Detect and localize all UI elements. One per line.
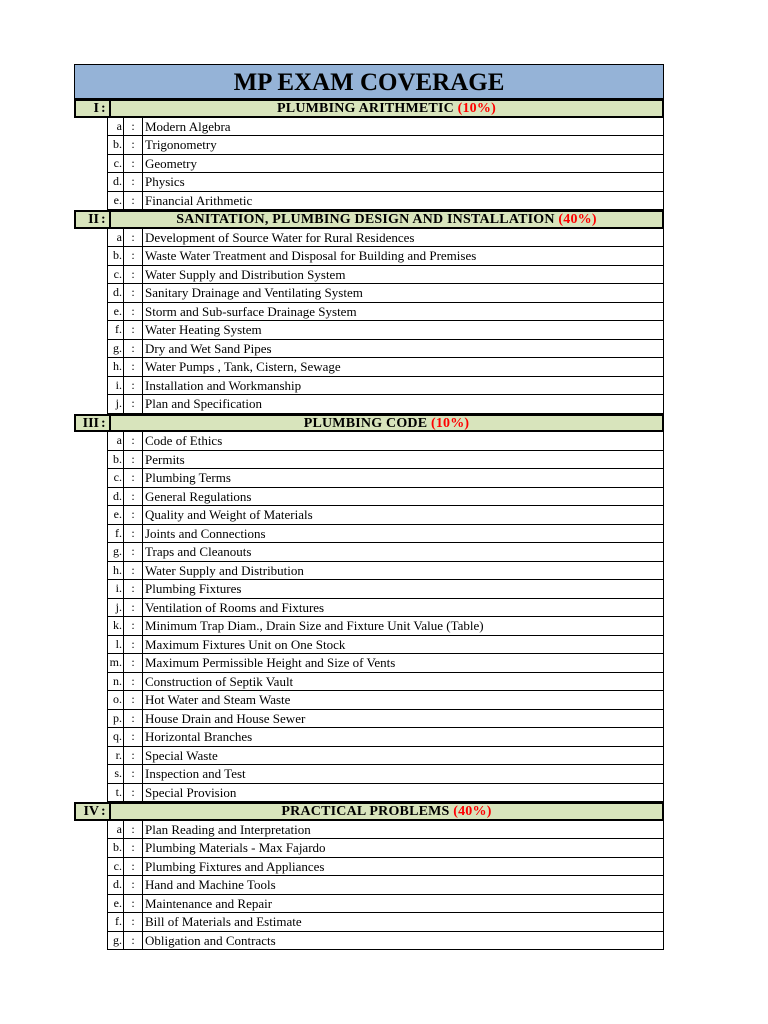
item-text: Sanitary Drainage and Ventilating System: [142, 284, 664, 303]
item-letter: a: [107, 821, 123, 840]
row-indent: [74, 395, 107, 414]
item-text: Traps and Cleanouts: [142, 543, 664, 562]
list-item: [74, 173, 664, 192]
list-item: [74, 765, 664, 784]
item-text: Installation and Workmanship: [142, 377, 664, 396]
section-number: I: [93, 101, 99, 116]
item-letter: t.: [107, 784, 123, 803]
row-indent: [74, 821, 107, 840]
item-colon: :: [123, 747, 142, 766]
row-indent: [74, 136, 107, 155]
item-letter: g.: [107, 543, 123, 562]
section-title: [111, 416, 662, 431]
item-colon: :: [123, 784, 142, 803]
item-colon: :: [123, 525, 142, 544]
page-title: MP EXAM COVERAGE: [74, 64, 664, 99]
item-colon: :: [123, 673, 142, 692]
section-title: [111, 212, 662, 227]
list-item: [74, 247, 664, 266]
item-text: Plan Reading and Interpretation: [142, 821, 664, 840]
item-text: Obligation and Contracts: [142, 932, 664, 951]
item-letter: h.: [107, 358, 123, 377]
list-item: [74, 747, 664, 766]
list-item: [74, 728, 664, 747]
item-letter: q.: [107, 728, 123, 747]
list-item: [74, 488, 664, 507]
item-letter: d.: [107, 488, 123, 507]
row-indent: [74, 747, 107, 766]
row-indent: [74, 913, 107, 932]
list-item: [74, 821, 664, 840]
section-number: II: [88, 212, 99, 227]
item-colon: :: [123, 266, 142, 285]
item-colon: :: [123, 192, 142, 211]
item-text: Dry and Wet Sand Pipes: [142, 340, 664, 359]
item-colon: :: [123, 488, 142, 507]
row-indent: [74, 599, 107, 618]
item-text: Physics: [142, 173, 664, 192]
section-header: [74, 802, 664, 821]
sections-container: [74, 99, 664, 950]
section-title-text: PLUMBING ARITHMETIC: [277, 101, 454, 116]
item-colon: :: [123, 895, 142, 914]
item-text: House Drain and House Sewer: [142, 710, 664, 729]
item-letter: e.: [107, 506, 123, 525]
item-colon: :: [123, 321, 142, 340]
item-letter: c.: [107, 155, 123, 174]
section-number: IV: [83, 804, 99, 819]
item-text: Bill of Materials and Estimate: [142, 913, 664, 932]
list-item: [74, 229, 664, 248]
item-colon: :: [123, 229, 142, 248]
item-letter: a: [107, 118, 123, 137]
item-letter: j.: [107, 395, 123, 414]
item-text: Special Provision: [142, 784, 664, 803]
section-colon: :: [101, 416, 111, 431]
list-item: [74, 710, 664, 729]
row-indent: [74, 469, 107, 488]
item-letter: g.: [107, 932, 123, 951]
row-indent: [74, 784, 107, 803]
list-item: [74, 673, 664, 692]
row-indent: [74, 192, 107, 211]
list-item: [74, 654, 664, 673]
item-colon: :: [123, 377, 142, 396]
row-indent: [74, 358, 107, 377]
item-colon: :: [123, 691, 142, 710]
item-colon: :: [123, 858, 142, 877]
row-indent: [74, 728, 107, 747]
item-letter: b.: [107, 136, 123, 155]
list-item: [74, 303, 664, 322]
item-text: Trigonometry: [142, 136, 664, 155]
row-indent: [74, 858, 107, 877]
list-item: [74, 932, 664, 951]
list-item: [74, 617, 664, 636]
list-item: [74, 599, 664, 618]
item-letter: r.: [107, 747, 123, 766]
item-text: Modern Algebra: [142, 118, 664, 137]
item-colon: :: [123, 580, 142, 599]
list-item: [74, 266, 664, 285]
item-letter: n.: [107, 673, 123, 692]
item-letter: d.: [107, 284, 123, 303]
section-percentage: (40%): [558, 212, 597, 227]
section-title-text: SANITATION, PLUMBING DESIGN AND INSTALLATION: [176, 212, 555, 227]
list-item: [74, 192, 664, 211]
item-colon: :: [123, 821, 142, 840]
item-text: Geometry: [142, 155, 664, 174]
list-item: [74, 839, 664, 858]
row-indent: [74, 543, 107, 562]
section-title: [111, 804, 662, 819]
row-indent: [74, 247, 107, 266]
exam-coverage-sheet: [74, 64, 664, 950]
item-colon: :: [123, 654, 142, 673]
item-text: Financial Arithmetic: [142, 192, 664, 211]
item-letter: b.: [107, 247, 123, 266]
item-colon: :: [123, 876, 142, 895]
item-colon: :: [123, 839, 142, 858]
item-text: Permits: [142, 451, 664, 470]
section-colon: :: [101, 101, 111, 116]
section-percentage: (10%): [430, 415, 470, 431]
item-colon: :: [123, 599, 142, 618]
item-text: Plumbing Materials - Max Fajardo: [142, 839, 664, 858]
row-indent: [74, 303, 107, 322]
item-letter: i.: [107, 580, 123, 599]
list-item: [74, 340, 664, 359]
item-letter: f.: [107, 321, 123, 340]
row-indent: [74, 340, 107, 359]
item-text: Maintenance and Repair: [142, 895, 664, 914]
item-colon: :: [123, 728, 142, 747]
item-letter: a: [107, 229, 123, 248]
item-text: Water Supply and Distribution: [142, 562, 664, 581]
list-item: [74, 543, 664, 562]
row-indent: [74, 229, 107, 248]
list-item: [74, 525, 664, 544]
item-letter: s.: [107, 765, 123, 784]
row-indent: [74, 155, 107, 174]
item-letter: g.: [107, 340, 123, 359]
item-colon: :: [123, 617, 142, 636]
item-text: Construction of Septik Vault: [142, 673, 664, 692]
item-letter: e.: [107, 303, 123, 322]
item-letter: h.: [107, 562, 123, 581]
section-number: III: [82, 415, 99, 431]
item-text: Plumbing Terms: [142, 469, 664, 488]
row-indent: [74, 617, 107, 636]
list-item: [74, 506, 664, 525]
list-item: [74, 562, 664, 581]
item-text: Maximum Permissible Height and Size of Vents: [142, 654, 664, 673]
item-text: Special Waste: [142, 747, 664, 766]
list-item: [74, 136, 664, 155]
item-letter: c.: [107, 469, 123, 488]
item-letter: e.: [107, 895, 123, 914]
item-text: Hot Water and Steam Waste: [142, 691, 664, 710]
row-indent: [74, 691, 107, 710]
item-letter: f.: [107, 525, 123, 544]
list-item: [74, 784, 664, 803]
item-colon: :: [123, 395, 142, 414]
row-indent: [74, 562, 107, 581]
row-indent: [74, 321, 107, 340]
item-text: Storm and Sub-surface Drainage System: [142, 303, 664, 322]
row-indent: [74, 876, 107, 895]
item-colon: :: [123, 173, 142, 192]
list-item: [74, 876, 664, 895]
item-letter: c.: [107, 266, 123, 285]
row-indent: [74, 895, 107, 914]
item-colon: :: [123, 284, 142, 303]
row-indent: [74, 451, 107, 470]
item-letter: b.: [107, 451, 123, 470]
row-indent: [74, 118, 107, 137]
section-colon: :: [101, 212, 111, 227]
row-indent: [74, 488, 107, 507]
item-text: Plumbing Fixtures and Appliances: [142, 858, 664, 877]
section-colon: :: [101, 804, 111, 819]
row-indent: [74, 377, 107, 396]
item-text: General Regulations: [142, 488, 664, 507]
item-text: Minimum Trap Diam., Drain Size and Fixture Unit Value (Table): [142, 617, 664, 636]
row-indent: [74, 654, 107, 673]
item-colon: :: [123, 432, 142, 451]
list-item: [74, 321, 664, 340]
section-title: [111, 101, 662, 116]
section-title-text: PRACTICAL PROBLEMS: [281, 804, 450, 819]
item-colon: :: [123, 636, 142, 655]
item-letter: e.: [107, 192, 123, 211]
item-colon: :: [123, 710, 142, 729]
item-letter: i.: [107, 377, 123, 396]
row-indent: [74, 266, 107, 285]
row-indent: [74, 673, 107, 692]
item-letter: p.: [107, 710, 123, 729]
item-text: Maximum Fixtures Unit on One Stock: [142, 636, 664, 655]
item-colon: :: [123, 469, 142, 488]
list-item: [74, 377, 664, 396]
item-text: Joints and Connections: [142, 525, 664, 544]
item-colon: :: [123, 506, 142, 525]
list-item: [74, 118, 664, 137]
item-colon: :: [123, 765, 142, 784]
list-item: [74, 451, 664, 470]
list-item: [74, 580, 664, 599]
list-item: [74, 284, 664, 303]
row-indent: [74, 284, 107, 303]
list-item: [74, 895, 664, 914]
item-text: Inspection and Test: [142, 765, 664, 784]
row-indent: [74, 636, 107, 655]
item-colon: :: [123, 136, 142, 155]
row-indent: [74, 525, 107, 544]
list-item: [74, 858, 664, 877]
item-letter: k.: [107, 617, 123, 636]
row-indent: [74, 839, 107, 858]
item-colon: :: [123, 340, 142, 359]
item-colon: :: [123, 358, 142, 377]
item-text: Code of Ethics: [142, 432, 664, 451]
item-text: Horizontal Branches: [142, 728, 664, 747]
item-letter: d.: [107, 173, 123, 192]
row-indent: [74, 432, 107, 451]
item-text: Plan and Specification: [142, 395, 664, 414]
item-text: Quality and Weight of Materials: [142, 506, 664, 525]
item-colon: :: [123, 247, 142, 266]
list-item: [74, 395, 664, 414]
item-text: Water Heating System: [142, 321, 664, 340]
item-colon: :: [123, 562, 142, 581]
item-colon: :: [123, 543, 142, 562]
item-letter: f.: [107, 913, 123, 932]
item-colon: :: [123, 451, 142, 470]
row-indent: [74, 932, 107, 951]
item-letter: c.: [107, 858, 123, 877]
item-text: Water Supply and Distribution System: [142, 266, 664, 285]
list-item: [74, 636, 664, 655]
item-text: Hand and Machine Tools: [142, 876, 664, 895]
item-letter: l.: [107, 636, 123, 655]
list-item: [74, 358, 664, 377]
item-text: Water Pumps , Tank, Cistern, Sewage: [142, 358, 664, 377]
list-item: [74, 432, 664, 451]
list-item: [74, 691, 664, 710]
item-letter: b.: [107, 839, 123, 858]
item-colon: :: [123, 155, 142, 174]
section-percentage: (10%): [457, 101, 496, 116]
section-title-text: PLUMBING CODE: [303, 415, 428, 431]
item-letter: m.: [107, 654, 123, 673]
section-percentage: (40%): [453, 804, 492, 819]
item-letter: a: [107, 432, 123, 451]
item-letter: o.: [107, 691, 123, 710]
list-item: [74, 155, 664, 174]
section-header: [74, 414, 664, 433]
item-letter: j.: [107, 599, 123, 618]
item-text: Waste Water Treatment and Disposal for Building and Premises: [142, 247, 664, 266]
row-indent: [74, 580, 107, 599]
item-colon: :: [123, 932, 142, 951]
item-text: Plumbing Fixtures: [142, 580, 664, 599]
item-colon: :: [123, 118, 142, 137]
list-item: [74, 913, 664, 932]
row-indent: [74, 765, 107, 784]
row-indent: [74, 506, 107, 525]
item-colon: :: [123, 913, 142, 932]
item-text: Development of Source Water for Rural Residences: [142, 229, 664, 248]
item-letter: d.: [107, 876, 123, 895]
item-colon: :: [123, 303, 142, 322]
row-indent: [74, 710, 107, 729]
list-item: [74, 469, 664, 488]
section-header: [74, 210, 664, 229]
row-indent: [74, 173, 107, 192]
section-header: [74, 99, 664, 118]
item-text: Ventilation of Rooms and Fixtures: [142, 599, 664, 618]
